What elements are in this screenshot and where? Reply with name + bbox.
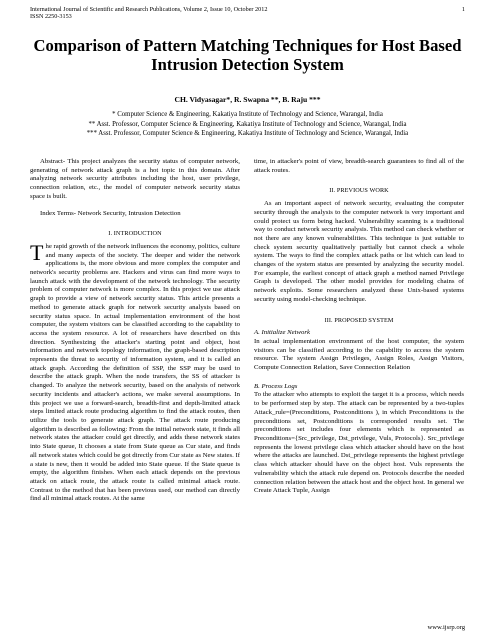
introduction-body: he rapid growth of the network influences the economy, politics, culture and many aspects of the society. The deeper and wider the network applications is, the more obvious and more complex the computer and network's security problems are. Hackers and virus can find more ways to launch attack with the development of the network technology. The security problem of computer network is more complex. In this project we use attack graph to provide a view of network security status. This article presents a method to generate attack graph for network security analysis based on security status space. In actual implementation environment of the host computer, the system visitors can be classified according to the capability to access the system resource. A lot of researchers have described on this direction. Synthesizing the attacker's starting point and object, host information and network topology information, the graph-based description represents the threat to security of information system, and it is called an attack graph. According the definition of SSP, the SSP may be used to describe the attack graph. When the node transfers, the SS of attacker is changed. To analyze the network security, based on the analysis of network security incidents and attacker's actions, we make several assumptions. In this project we use a forward-search, breadth-first and depth-limited attack steps limited attack route producing algorithm to find the attack routes, then utilize the tools to generate attack graph. The attack route producing algorithm is described as following: From the initial network state, it finds all network states the attacker could get directly, and adds these network states into State queue, It chooses a state from State queue as Cur state, and finds all network states which could be got directly from Cur state as New states. If a state is new, then it would be added into State queue. If the State queue is empty, the algorithm finishes. When each attack depends on the previous attack on attack route, the attack route is called minimal attack route. Contrast to the method that has been previous used, our method can directly find all minimal attack routes. At the same (30, 242, 240, 503)
section-heading-introduction: I. INTRODUCTION (108, 230, 162, 238)
introduction-continued: time, in attacker's point of view, breadth-search guarantees to find all of the attack routes. (254, 158, 464, 174)
index-terms: Index Terms- Network Security, Intrusion Detection (40, 209, 181, 217)
section-heading-proposed-system: III. PROPOSED SYSTEM (324, 316, 394, 324)
authors: CH. Vidyasagar*, R. Swapna **, B. Raju *** (174, 95, 321, 104)
affiliation-2: ** Asst. Professor, Computer Science & Engineering, Kakatiya Institute of Technology and Science, Warangal, India (88, 120, 407, 128)
journal-header (30, 6, 267, 21)
introduction-text (30, 239, 240, 504)
subsection-process-logs: B. Process Logs (254, 382, 298, 390)
left-column (30, 158, 240, 504)
issn: ISSN 2250-3153 (30, 13, 72, 21)
subsection-initialize-network: A. Initialize Network (254, 329, 311, 337)
journal-name: International Journal of Scientific and Research Publications, Volume 2, Issue 10, October 2012 (30, 6, 268, 13)
affiliations (30, 110, 465, 139)
right-column (254, 158, 464, 496)
drop-cap: T (30, 239, 44, 265)
page-number: 1 (461, 6, 465, 13)
paper-title: Comparison of Pattern Matching Techniques for Host Based Intrusion Detection System (33, 36, 462, 74)
abstract: Abstract- This project analyzes the security status of computer network, generating of network attack graph is a hot topic in this domain. After analyzing network security attributes including the host, user privilege, connection relation, etc., the model of computer network security status space is built. (30, 158, 240, 200)
initialize-network-text: In actual implementation environment of the host computer, the system visitors can be classified according to the capability to access the system resource. The system Assign Privileges, Assign Roles, Assign Visitors, Compute Connection Relation, Save Connection Relation (254, 337, 464, 372)
footer-url: www.ijsrp.org (427, 624, 465, 631)
affiliation-3: *** Asst. Professor, Computer Science & Engineering, Kakatiya Institute of Technology and Science, Warangal, India (86, 130, 409, 138)
affiliation-1: * Computer Science & Engineering, Kakatiya Institute of Technology and Science, Warangal, India (112, 111, 383, 118)
process-logs-text: To the attacker who attempts to exploit the target it is a process, which needs to be performed step by step. The attack can be represented by a two-tuples Attack_rule=(Preconditions, Postconditions ), in which Preconditions is the preconditions set, Postconditions is corresponded results set. The preconditions set includes four elements which is represented as Preconditions={Src_privilege, Dst_privilege, Vuls, Protocols}. Src_privilege represents the lowest privilege class which attacker should have on the host where the attacks are launched. Dst_privilege represents the highest privilege class which attacker should have on the object host. Vuls represents the vulnerability which the attack rule depend on. Protocols describe the needed connection relation between the attack host and the object host. In general we Create Attack Tuple, Assign (254, 391, 464, 495)
section-heading-previous-work: II. PREVIOUS WORK (329, 187, 389, 195)
previous-work-text: As an important aspect of network security, evaluating the computer security through the analysis to the computer network is very important and could protect us form being hacked. Vulnerability scanning is a traditional way to conduct network security analysis. This method can check whether or not there are any known vulnerabilities. This technique is just suitable to check system security qualitatively partially but cannot check a whole system. The ways to find the complex attack paths or list which can lead to changes of the system status are presented by analyzing the security model. For example, the earliest concept of attack graph a method named Privilege Graph is developed. The other model provides for modeling chains of network exploits. Some researchers analyzed these Unix-based systems security using model-checking technique. (254, 200, 464, 303)
